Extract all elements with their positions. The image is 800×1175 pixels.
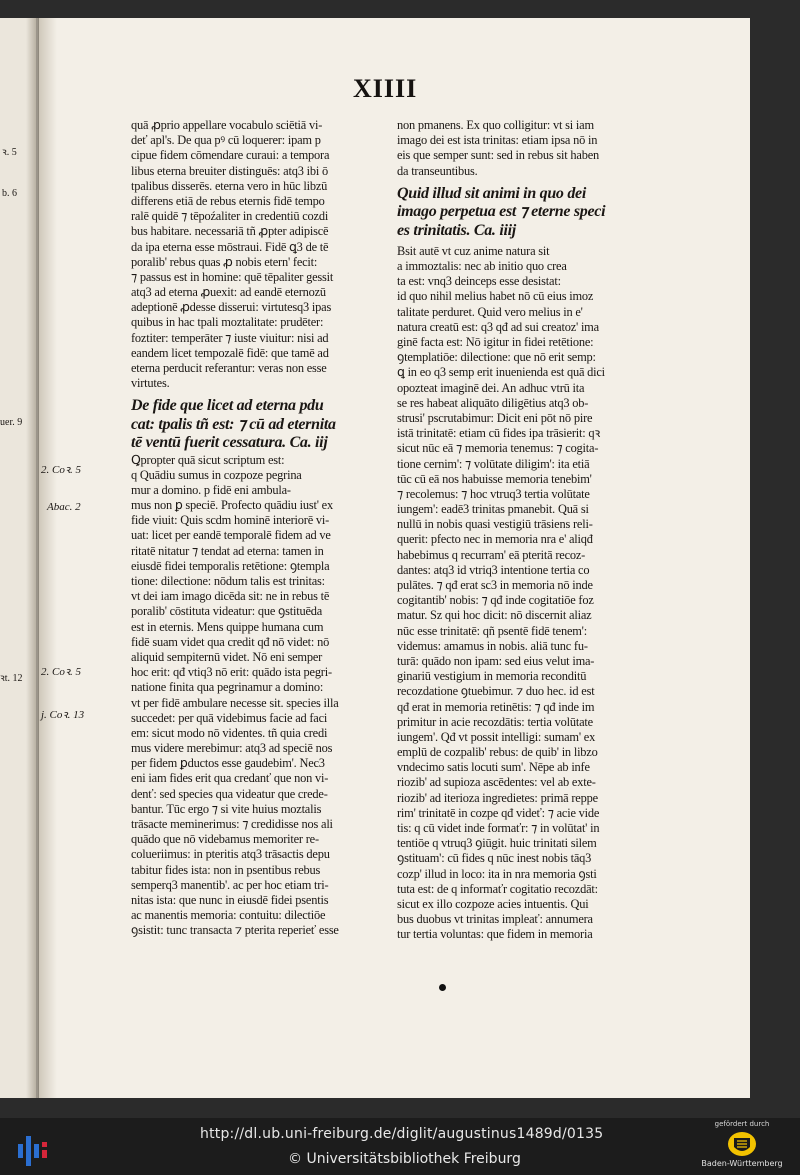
prev-page-note: ꝛt. 12 (0, 673, 23, 684)
chapter-heading-line: es trinitatis. Ca. iiij (397, 221, 516, 239)
text-line: iungem'. Qđ vt possit intelligi: sumam' ex (397, 729, 596, 744)
text-line: tur tertia voluntas: que fidem in memoria (397, 927, 593, 942)
text-line: em: sicut modo nō videntes. tñ quia credi (131, 725, 328, 740)
text-line: tuta est: de q informaťr cogitatio recozdāt: (397, 881, 598, 896)
text-line: a immoztalis: nec ab initio quo crea (397, 259, 567, 274)
text-line: poralib' cōstituta videatur: que ꝯstituēda (131, 604, 323, 619)
sponsor-block (692, 1120, 792, 1174)
text-line: denť: sed species qua videatur que crede- (131, 786, 328, 801)
text-line: ritatē nitatur ⁊ tendat ad eterna: tamen in (131, 543, 324, 558)
text-line: q Quādiu sumus in cozpoze pegrina (131, 467, 302, 482)
text-line: per fidem ꝑductos esse gaudebim'. Nec3 (131, 756, 325, 771)
text-line: mus videre merebimur: atq3 ad speciē nos (131, 741, 333, 756)
text-line: iungem': eadē3 trinitas pmanebit. Quā si (397, 502, 589, 517)
text-line: ꝯstituam': cū fides q nūc inest nobis tāq3 (397, 851, 592, 866)
text-line: ꝯsistit: tunc transacta ⁊ pterita reperieť esse (131, 923, 339, 938)
text-line: quā ꝓprio appellare vocabulo sciētiā vi- (131, 118, 323, 132)
text-line: habebimus q recurram' eā pteritā recoz- (397, 547, 586, 562)
text-line: fide viuit: Quis scdm hominē interiorē vi- (131, 513, 330, 528)
text-line: foztiter: temperāter ⁊ iuste viuitur: nisi ad (131, 330, 329, 345)
text-line: nūc esse trinitatē: qñ psentē fidē tenem': (397, 623, 587, 638)
text-line: succedet: per quā videbimus facie ad faci (131, 710, 328, 725)
text-line: eni iam fides erit qua credanť que non vi- (131, 771, 329, 786)
text-line: vt dei iam imago dicēda sit: ne in rebus tē (131, 589, 330, 604)
copyright-notice: © Universitätsbibliothek Freiburg (288, 1151, 521, 1167)
text-line: ac manentis memoria: contuitu: dilectiōe (131, 908, 326, 923)
text-line: mur a domino. p fidē eni ambula- (131, 482, 291, 497)
text-line: ⁊ recolemus: ⁊ hoc vtruq3 tertia volūtate (397, 486, 590, 501)
text-line: adeptionē ꝓdesse disserui: virtutesq3 ipas (131, 300, 332, 315)
text-line: nitas ista: que nunc in eiusdē fidei psentis (131, 892, 329, 907)
text-line: pulātes. ⁊ qđ erat sc3 in memoria nō inde (397, 578, 593, 593)
chapter-heading-line: cat: tpalis tñ est: ⁊ cū ad eternita (131, 415, 336, 433)
text-line: sicut ex illo cozpoze acies intuentis. Qui (397, 896, 589, 911)
text-line: deť apl's. De qua pꝰ cū loquerer: ipam p (131, 133, 321, 148)
text-line: imago dei est ista trinitas: etiam ipsa nō in (397, 133, 598, 148)
text-line: mus non ꝑ speciē. Profecto quādiu iust' ex (131, 498, 333, 513)
text-line: bus duobus vt trinitas impleať: annumera (397, 912, 593, 927)
viewer-footer (0, 1118, 800, 1175)
text-line: quibus in hac tpali moztalitate: prudēter: (131, 315, 324, 330)
text-line: nullū in nobis quasi vestigiū trāsiens reli- (397, 517, 593, 532)
text-line: aliquid sempiternū videt. Nō eni semper (131, 649, 323, 664)
text-line: tione cernim': ⁊ volūtate diligim': ita etiā (397, 456, 590, 471)
text-line: Bsit autē vt cuz anime natura sit (397, 243, 550, 258)
text-line: opozteat imaginē dei. An adhuc vtrū ita (397, 380, 585, 395)
state-crest-icon (720, 1129, 764, 1159)
margin-ref-2cor5: 2. Coꝛ. 5 (41, 464, 82, 476)
text-line: libus eterna breuiter distinguēs: atq3 ibi ō (131, 163, 328, 178)
text-line: semperq3 manentib'. ac per hoc etiam tri- (131, 877, 329, 892)
text-line: strusi' pscrutabimur: Dicit eni pōt nō pire (397, 410, 593, 425)
text-line: bus habitare. necessariā tñ ꝓpter adipiscē (131, 224, 329, 239)
left-text-column (131, 118, 367, 939)
text-line: atq3 ad eterna ꝓuexit: ad eandē eternozū (131, 285, 326, 300)
margin-ref-1cor13: j. Coꝛ. 13 (41, 709, 85, 721)
text-line: ralē quidē ⁊ tēpoźaliter in credentiū cozdi (131, 209, 329, 224)
text-line: tentiōe q vtruq3 ꝯiūgit. huic trinitati silem (397, 836, 597, 851)
page-dot-mark (439, 984, 446, 991)
text-line: se res habeat aliquāto diligētius atq3 ob- (397, 395, 589, 410)
text-line: uat: licet per eandē temporalē fidem ad ve (131, 528, 331, 543)
text-line: est in eternis. Mens quippe humana cum (131, 619, 324, 634)
text-line: matur. Sz qui hoc dicit: nō discernit aliaz (397, 608, 592, 623)
text-line: poralib' rebus quas ꝓ nobis etern' fecit: (131, 254, 318, 269)
text-line: ꝗ in eo q3 semp erit inuenienda est quā dici (397, 365, 605, 380)
text-line: riozib' ad supioza ascēdentes: vel ab exte- (397, 775, 596, 790)
text-line: qđ erat in memoria retinētis: ⁊ qđ inde im (397, 699, 595, 714)
text-line: videmus: amamus in nobis. aliā tunc fu- (397, 638, 588, 653)
chapter-heading-line: tē ventū fuerit cessatura. Ca. iij (131, 434, 328, 452)
chapter-heading-line: imago perpetua est ⁊ eterne speci (397, 203, 606, 221)
folio-number: XIIII (353, 74, 418, 103)
text-line: ta est: vnq3 deinceps esse desistat: (397, 274, 561, 289)
text-line: cozp' illud in loco: ita in nra memoria ꝯsti (397, 866, 597, 881)
text-line: quādo que nō videbamus memoriter re- (131, 832, 319, 847)
text-line: Ꝗpropter quā sicut scriptum est: (131, 452, 285, 467)
text-line: da transeuntibus. (397, 163, 478, 178)
text-line: eiusdē fidei temporalis retētione: ꝯtempla (131, 558, 330, 573)
text-line: tis: q cū videt inde formaťr: ⁊ in volūtat' in (397, 821, 600, 836)
funded-by-label: gefördert durch (714, 1120, 770, 1128)
text-line: talitate perduret. Quid vero melius in e' (397, 304, 583, 319)
library-logo-icon (12, 1128, 52, 1168)
text-line: turā: quādo non ipam: sed eius velut ima- (397, 653, 595, 668)
text-line: eis que semper sunt: sed in rebus sit haben (397, 148, 599, 163)
text-line: fidē suam videt qua credit qđ nō videt: nō (131, 634, 330, 649)
margin-ref-2cor5-b: 2. Coꝛ. 5 (41, 666, 82, 678)
text-line: recozdatione ꝯtuebimur. ⁊ duo hec. id est (397, 684, 595, 699)
text-line: cipue fidem cōmendare curaui: a tempora (131, 148, 330, 163)
text-line: bantur. Tūc ergo ⁊ si vite huius moztalis (131, 801, 322, 816)
text-line: eterna perducit referantur: veras non esse (131, 361, 327, 375)
chapter-heading-line: Quid illud sit animi in quo dei (397, 184, 586, 202)
right-text-column (397, 118, 633, 943)
margin-ref-abac2: Abac. 2 (47, 501, 81, 513)
text-line: vndecimo satis locuti sum'. Nēpe ab infe (397, 760, 590, 775)
text-line: eandem licet tempozalē fidē: que tamē ad (131, 345, 329, 360)
state-name: Baden-Württemberg (701, 1159, 783, 1168)
document-url[interactable]: http://dl.ub.uni-freiburg.de/diglit/augustinus1489d/0135 (200, 1126, 604, 1142)
text-line: sicut nūc eā ⁊ memoria tenemus: ⁊ cogita- (397, 441, 599, 456)
text-line: colueriimus: in pteritis atq3 trāsactis depu (131, 847, 330, 862)
prev-page-note: uer. 9 (0, 417, 23, 428)
text-line: differens etiā de rebus eternis fidē tempo (131, 193, 325, 208)
text-line: trāsacte meminerimus: ⁊ credidisse nos ali (131, 817, 333, 832)
previous-page-gutter (26, 18, 36, 1098)
text-line: tpalibus disserēs. eterna vero in hūc libzū (131, 178, 328, 193)
text-line: natura creatū est: q3 qđ ad sui creatoz' ima (397, 319, 599, 334)
text-line: cogitantib' nobis: ⁊ qđ inde cogitatiōe foz (397, 593, 594, 608)
text-line: hoc erit: qđ vtiq3 nō erit: quādo ista pegri- (131, 665, 332, 680)
text-line: virtutes. (131, 376, 170, 391)
text-line: istā trinitatē: etiam cū fides ipa trāsierit: qꝛ (397, 426, 601, 441)
text-line: da ipa eterna esse mōstraui. Fidē ꝗ3 de tē (131, 239, 329, 254)
text-line: non pmanens. Ex quo colligitur: vt si iam (397, 118, 594, 132)
chapter-heading-line: De fide que licet ad eterna pdu (131, 397, 324, 415)
page-spine-shadow (39, 18, 57, 1098)
text-line: riozib' ad iterioza ingredietes: primā reppe (397, 790, 598, 805)
text-line: primitur in acie recozdātis: tertia volūtate (397, 714, 593, 729)
text-line: id quo nihil melius habet nō cū eius imoz (397, 289, 594, 304)
book-page (38, 18, 750, 1098)
text-line: rim' trinitatē in cozpe qđ videť: ⁊ acie vide (397, 805, 600, 820)
text-line: ginariū vestigium in memoria reconditū (397, 669, 587, 684)
text-line: querit: pfecto nec in memoria nra e' aliqđ (397, 532, 593, 547)
prev-page-note: ꝛ. 5 (2, 147, 17, 158)
text-line: tūc cū eā nos habuisse memoria tenebim' (397, 471, 592, 486)
text-line: natione finita qua pegrinamur a domino: (131, 680, 324, 695)
text-line: emplū de cozpalib' rebus: de quib' in libzo (397, 745, 598, 760)
text-line: ginē facta est: Nō igitur in fidei retētione: (397, 335, 594, 350)
text-line: dantes: atq3 id vtriq3 intentione tertia co (397, 562, 590, 577)
text-line: ⁊ passus est in homine: quē tēpaliter gessit (131, 269, 334, 284)
prev-page-note: b. 6 (2, 188, 17, 199)
text-line: tione: dilectione: nōdum talis est trinitas: (131, 574, 325, 589)
text-line: ꝯtemplatiōe: dilectione: que nō erit semp: (397, 350, 596, 365)
text-line: tabitur fides ista: non in psentibus rebus (131, 862, 321, 877)
previous-page-edge (0, 18, 38, 1098)
text-line: vt per fidē ambulare necesse sit. species illa (131, 695, 339, 710)
